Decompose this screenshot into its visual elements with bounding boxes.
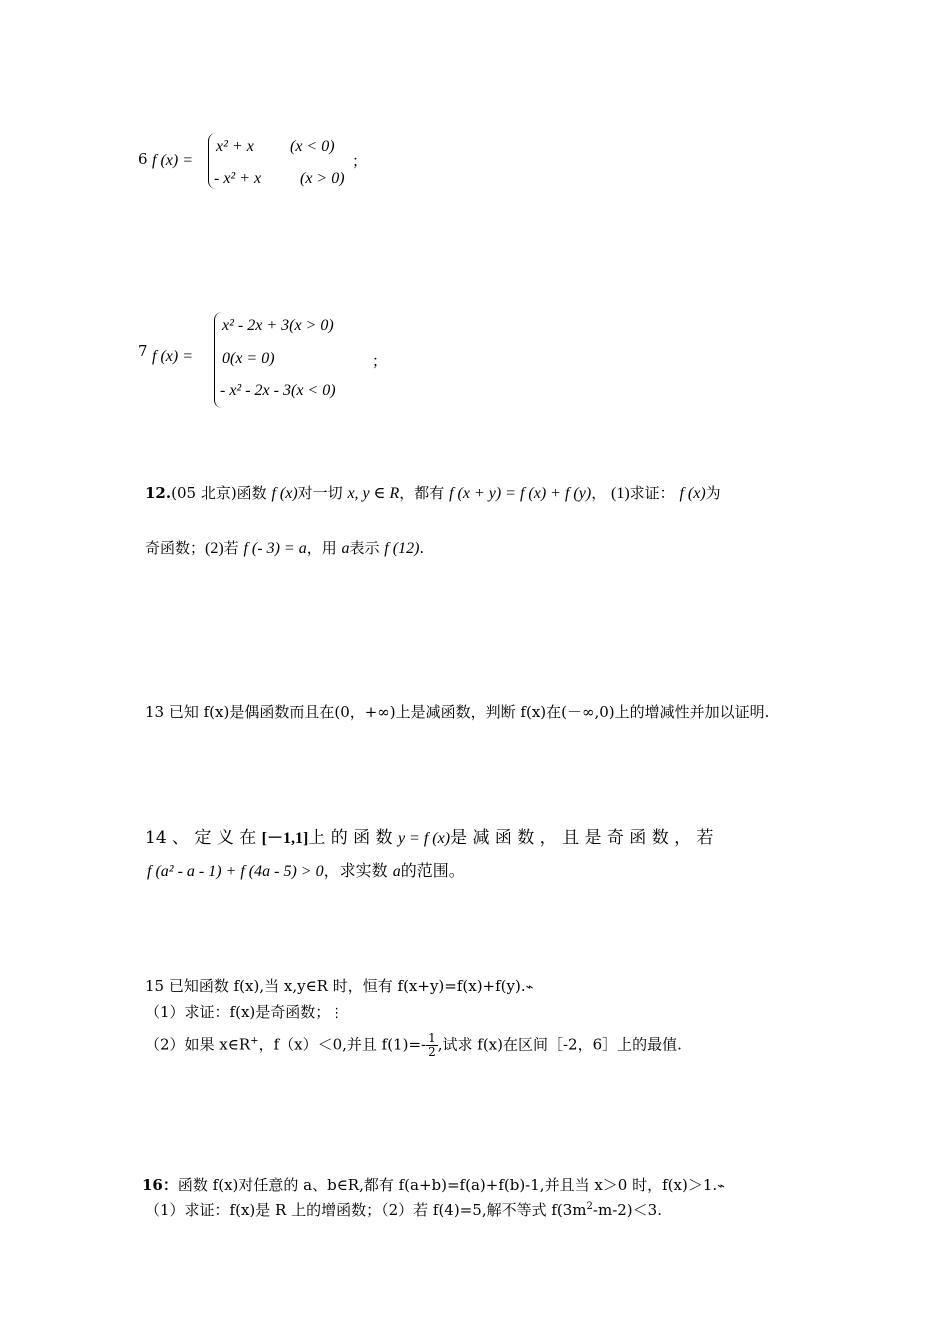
text: 若 [223, 539, 239, 557]
source-text: (05 北京)函数 [171, 484, 267, 502]
edit-mark-icon: ⌁ [717, 1179, 725, 1194]
end-punctuation: ； [372, 352, 388, 370]
part-number: (2) [205, 540, 224, 557]
function-lhs: f (x) = [152, 152, 193, 169]
variable-a: a [341, 540, 350, 557]
function-lhs: f (x) = [152, 348, 193, 365]
case-2-condition: (x > 0) [300, 170, 345, 187]
text: 上 的 函 数 [308, 828, 393, 848]
text: （1）求证：f(x)是奇函数； [145, 1003, 331, 1021]
text: ，求实数 [323, 861, 388, 880]
end-punctuation: ； [352, 152, 368, 170]
text: 表示 [349, 539, 380, 557]
text: 求证： [629, 484, 675, 502]
part-number: (1) [610, 485, 630, 502]
text: ： [162, 1176, 178, 1194]
problem-number: 7 [138, 342, 148, 360]
text: （1）求证：f(x)是 R 上的增函数；（2）若 f(4)=5,解不等式 f(3m [145, 1201, 587, 1219]
case-2: 0(x = 0) [222, 350, 275, 367]
problem-16-line-2 [145, 1199, 662, 1220]
text: ，f（x）＜0,并且 f(1)=- [258, 1035, 427, 1054]
target-expression: f (12) [384, 540, 420, 557]
case-3: - x² - 2x - 3(x < 0) [220, 382, 336, 399]
text: 奇函数； [145, 539, 206, 557]
text: （2）如果 x∈R [145, 1035, 251, 1054]
problem-15-line-1 [145, 975, 533, 996]
text: ， [591, 484, 607, 502]
text: 是 减 函 数 ， 且 是 奇 函 数 ， 若 [450, 828, 714, 848]
problem-12-line-2 [145, 537, 424, 558]
problem-13: 13 已知 f(x)是偶函数而且在(0，+∞)上是减函数，判断 f(x)在(－∞,0)上的增减性并加以证明. [145, 703, 770, 721]
problem-15-line-3 [145, 1032, 682, 1059]
colon-mark-icon: ⋮ [330, 1006, 344, 1021]
text: -m-2)＜3. [592, 1201, 662, 1219]
problem-label: 12. [145, 484, 172, 502]
variable-a: a [392, 863, 401, 880]
text: 的范围。 [400, 861, 465, 880]
case-2-expression: - x² + x [214, 170, 262, 187]
edit-mark-icon: ⌁ [525, 980, 534, 995]
text: . [419, 539, 425, 557]
text: ,试求 f(x)在区间［-2，6］上的最值. [437, 1035, 682, 1054]
problem-15-line-2 [145, 1001, 343, 1022]
functional-equation: f (x + y) = f (x) + f (y) [449, 485, 592, 502]
superscript: 2 [586, 1201, 593, 1212]
text: 函数 f(x)对任意的 a、b∈R,都有 f(a+b)=f(a)+f(b)-1,并且当 x＞0 时，f(x)＞1. [177, 1176, 718, 1194]
function-y: y = f (x) [397, 830, 451, 847]
fraction-denominator: 2 [428, 1045, 436, 1059]
text: ，用 [306, 539, 337, 557]
problem-12-line-1 [145, 482, 721, 503]
text: 14 、 定 义 在 [145, 828, 257, 848]
case-1-expression: x² + x [216, 138, 254, 155]
case-1: x² - 2x + 3(x > 0) [222, 317, 334, 334]
problem-14-line-1 [145, 823, 714, 848]
inequality: f (a² - a - 1) + f (4a - 5) > 0 [147, 863, 324, 880]
text: 15 已知函数 f(x),当 x,y∈R 时，恒有 f(x+y)=f(x)+f(y). [145, 977, 526, 995]
fraction-numerator: 1 [428, 1031, 436, 1045]
text: 为 [705, 484, 721, 502]
function-fx: f (x) [679, 485, 706, 502]
problem-number: 6 [138, 150, 148, 168]
domain-xy: x, y ∈ R [347, 485, 400, 502]
superscript: + [250, 1035, 259, 1047]
problem-14-line-2 [147, 858, 465, 881]
problem-label: 16 [142, 1176, 163, 1194]
function-fx: f (x) [271, 485, 298, 502]
case-1-condition: (x < 0) [290, 138, 335, 155]
text: 对一切 [297, 484, 343, 502]
fraction [426, 1032, 438, 1059]
text: ，都有 [399, 484, 445, 502]
problem-16-line-1 [142, 1174, 725, 1195]
interval: [－1,1] [261, 830, 309, 847]
condition: f (- 3) = a [243, 540, 307, 557]
